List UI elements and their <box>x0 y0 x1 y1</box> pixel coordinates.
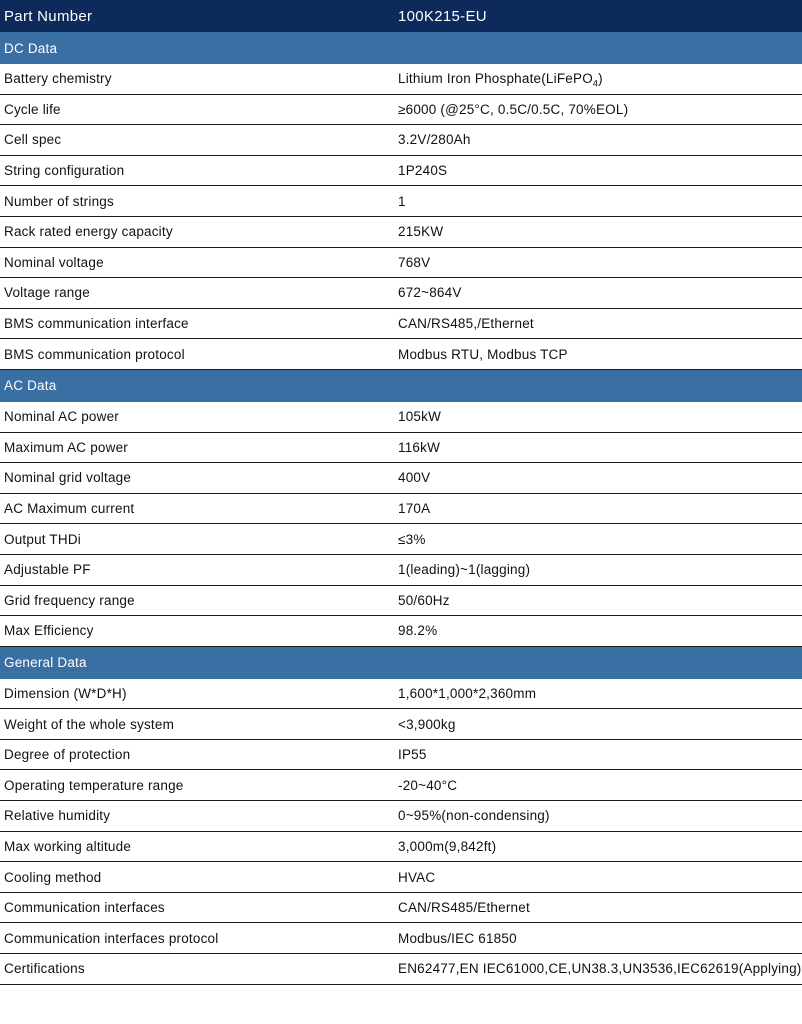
table-row <box>0 923 802 954</box>
row-label: Battery chemistry <box>4 71 112 87</box>
row-value: <3,900kg <box>398 716 456 732</box>
table-row <box>0 770 802 801</box>
table-row <box>0 95 802 126</box>
row-label: Operating temperature range <box>4 777 184 793</box>
row-label: Number of strings <box>4 193 114 209</box>
table-row <box>0 555 802 586</box>
table-row <box>0 862 802 893</box>
chem-close: ) <box>598 71 603 87</box>
table-row <box>0 524 802 555</box>
row-value: 1(leading)~1(lagging) <box>398 562 531 578</box>
part-number-value: 100K215-EU <box>398 7 487 25</box>
row-label: Max working altitude <box>4 838 132 854</box>
chem-subscript: 4 <box>592 78 599 89</box>
table-row <box>0 679 802 710</box>
row-value <box>393 71 802 89</box>
row-label: Max Efficiency <box>4 623 94 639</box>
row-value: Modbus RTU, Modbus TCP <box>398 346 568 362</box>
table-row <box>0 801 802 832</box>
table-row <box>0 954 802 985</box>
table-row <box>0 463 802 494</box>
row-label: BMS communication interface <box>4 316 189 332</box>
row-label: Relative humidity <box>4 808 111 824</box>
table-row <box>0 217 802 248</box>
row-value: 170A <box>398 501 431 517</box>
table-row <box>0 125 802 156</box>
row-label: Dimension (W*D*H) <box>4 685 127 701</box>
table-row <box>0 309 802 340</box>
row-value: EN62477,EN IEC61000,CE,UN38.3,UN3536,IEC62619(Applying) <box>398 961 802 977</box>
row-value: 672~864V <box>398 285 462 301</box>
row-label: Nominal grid voltage <box>4 470 132 486</box>
row-value: IP55 <box>398 747 427 763</box>
table-row <box>0 186 802 217</box>
row-value: HVAC <box>398 869 436 885</box>
row-value: 116kW <box>398 439 441 455</box>
row-label: Adjustable PF <box>4 562 91 578</box>
dc-rows <box>0 64 802 370</box>
table-row <box>0 402 802 433</box>
table-row <box>0 248 802 279</box>
section-ac-data: AC Data <box>0 370 802 402</box>
row-value: 98.2% <box>398 623 438 639</box>
row-value: 0~95%(non-condensing) <box>398 808 550 824</box>
row-label: String configuration <box>4 163 125 179</box>
table-row <box>0 616 802 647</box>
row-label: Degree of protection <box>4 747 131 763</box>
row-label: Communication interfaces <box>4 900 165 916</box>
row-label: Rack rated energy capacity <box>4 224 173 240</box>
table-row <box>0 433 802 464</box>
row-value: CAN/RS485,/Ethernet <box>398 316 534 332</box>
chem-value: Lithium Iron Phosphate(LiFePO <box>398 71 593 87</box>
row-value: ≥6000 (@25°C, 0.5C/0.5C, 70%EOL) <box>398 101 629 117</box>
part-number-header <box>0 0 802 32</box>
row-value: 105kW <box>398 409 442 425</box>
table-row <box>0 278 802 309</box>
row-value: ≤3% <box>398 531 426 547</box>
row-value: CAN/RS485/Ethernet <box>398 900 530 916</box>
row-value: 1P240S <box>398 163 448 179</box>
section-dc-data: DC Data <box>0 32 802 64</box>
row-value: Modbus/IEC 61850 <box>398 930 517 946</box>
row-label: Nominal AC power <box>4 409 119 425</box>
table-row <box>0 64 802 95</box>
section-general-data: General Data <box>0 647 802 679</box>
general-rows <box>0 679 802 985</box>
row-value: 1,600*1,000*2,360mm <box>398 685 537 701</box>
row-value: 3.2V/280Ah <box>398 132 471 148</box>
row-value: 3,000m(9,842ft) <box>398 838 497 854</box>
row-label: Maximum AC power <box>4 439 128 455</box>
row-value: 768V <box>398 254 431 270</box>
table-row <box>0 893 802 924</box>
row-value: -20~40°C <box>398 777 458 793</box>
table-row <box>0 494 802 525</box>
table-row <box>0 339 802 370</box>
row-label: Weight of the whole system <box>4 716 175 732</box>
row-label: Grid frequency range <box>4 592 135 608</box>
table-row <box>0 709 802 740</box>
row-value: 400V <box>398 470 431 486</box>
row-label: BMS communication protocol <box>4 346 185 362</box>
table-row <box>0 156 802 187</box>
row-label: Cell spec <box>4 132 62 148</box>
row-value: 1 <box>398 193 406 209</box>
row-value: 215KW <box>398 224 444 240</box>
row-label: Communication interfaces protocol <box>4 930 219 946</box>
row-label: Voltage range <box>4 285 90 301</box>
row-label: Output THDi <box>4 531 81 547</box>
part-number-label: Part Number <box>4 7 93 25</box>
row-label: Cycle life <box>4 101 61 117</box>
row-label: AC Maximum current <box>4 501 135 517</box>
row-label: Certifications <box>4 961 85 977</box>
table-row <box>0 740 802 771</box>
row-label: Cooling method <box>4 869 102 885</box>
table-row <box>0 586 802 617</box>
table-row <box>0 832 802 863</box>
ac-rows <box>0 402 802 647</box>
row-value: 50/60Hz <box>398 592 450 608</box>
row-label: Nominal voltage <box>4 254 104 270</box>
